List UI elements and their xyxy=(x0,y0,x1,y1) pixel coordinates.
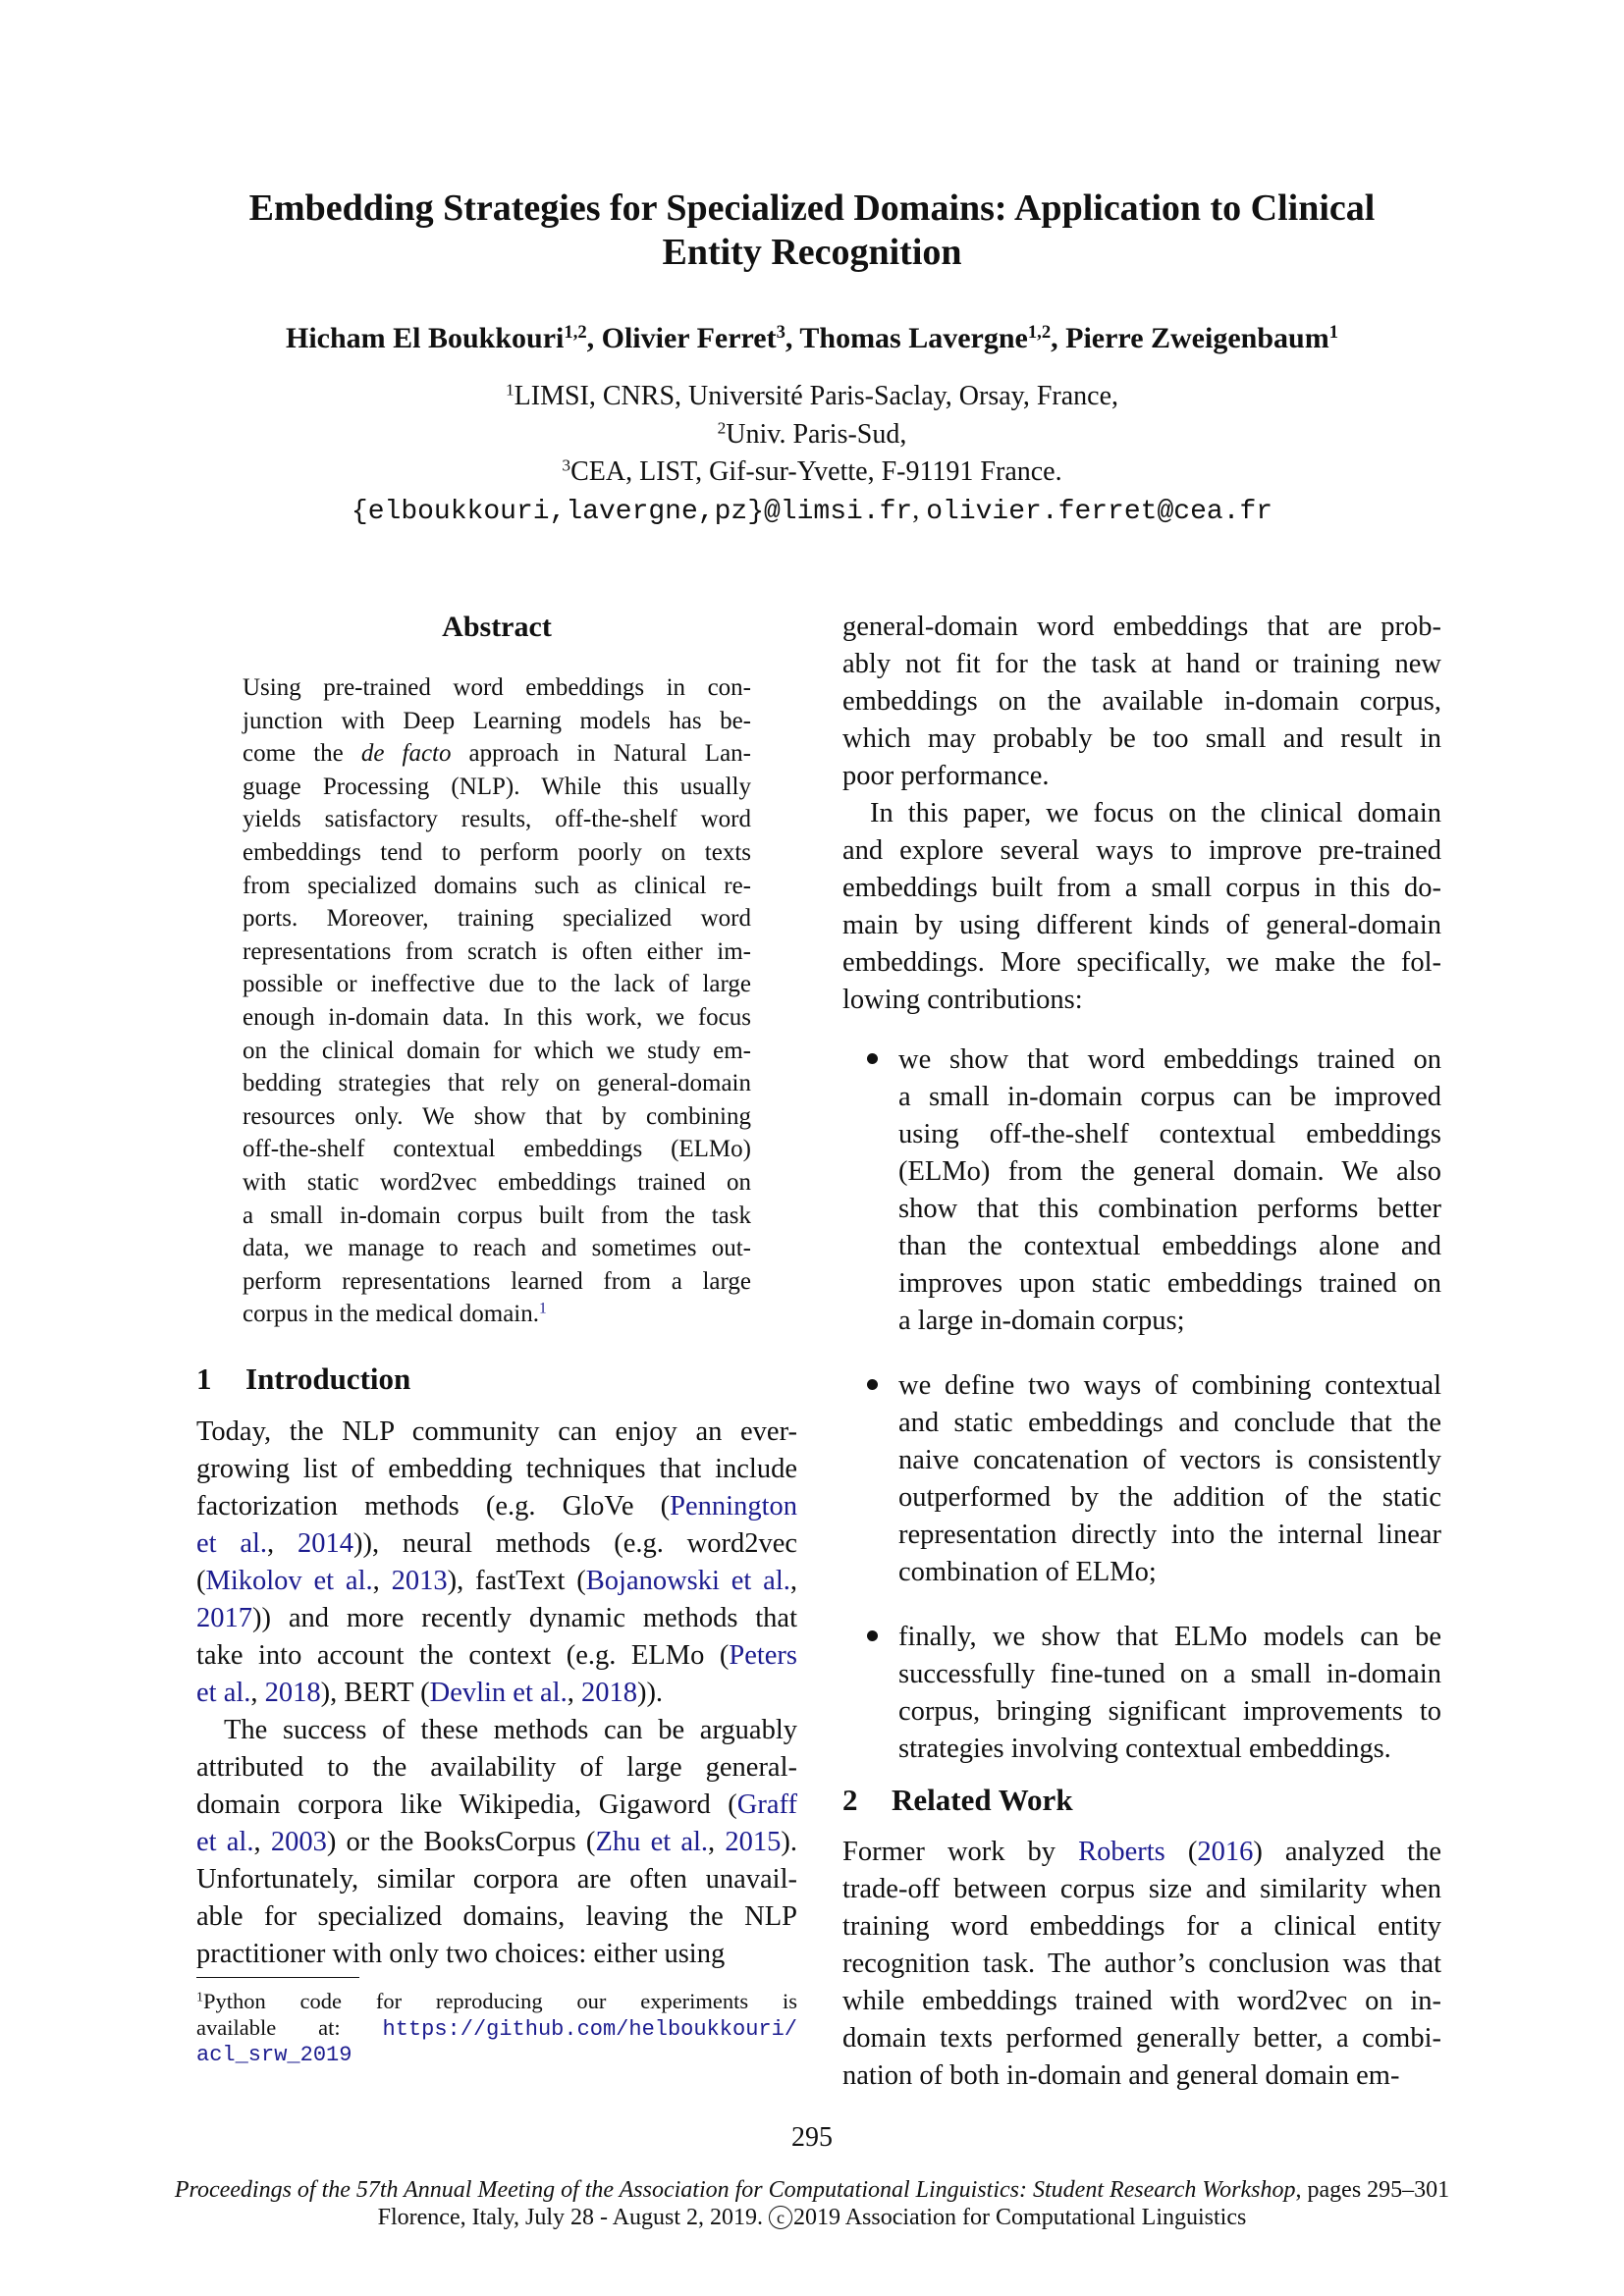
text-segment: while embeddings trained with word2vec on in- xyxy=(842,1986,1441,2016)
text-line xyxy=(196,1525,797,1563)
text-segment: using off-the-shelf contextual embeddings xyxy=(898,1119,1441,1149)
copyright-text: 2019 Association for Computational Linguistics xyxy=(793,2205,1247,2230)
text-segment: corpus in the medical domain. xyxy=(243,1301,540,1328)
introduction-paragraph-1 xyxy=(196,1414,797,1712)
text-segment: bedding strategies that rely on general-domain xyxy=(243,1070,751,1097)
text-segment: , xyxy=(372,1566,392,1596)
text-segment: practitioner with only two choices: either using xyxy=(196,1939,726,1969)
text-line xyxy=(243,968,751,1001)
text-segment: (ELMo) from the general domain. We also xyxy=(898,1156,1441,1187)
abstract-heading: Abstract xyxy=(442,611,552,643)
venue-line: Florence, Italy, July 28 - August 2, 2019. xyxy=(377,2205,770,2230)
text-segment: nation of both in-domain and general domain em- xyxy=(842,2060,1400,2091)
text-line xyxy=(842,944,1441,982)
page-number: 295 xyxy=(791,2122,833,2153)
text-line xyxy=(243,737,751,771)
affiliation: $^2$Univ. Paris-Sud, xyxy=(717,417,907,450)
text-line xyxy=(842,1908,1441,1946)
text-segment: attributed to the availability of large general- xyxy=(196,1752,797,1783)
citation-link[interactable]: Devlin et al. xyxy=(429,1678,568,1708)
affiliation: $^1$LIMSI, CNRS, Université Paris-Saclay, Orsay, France, xyxy=(505,380,1119,411)
text-segment: )), neural methods (e.g. word2vec xyxy=(352,1528,798,1559)
bullet-icon xyxy=(867,1053,878,1064)
text-line xyxy=(243,771,751,804)
text-segment: )). xyxy=(636,1678,664,1708)
section-number: 1 xyxy=(196,1362,212,1396)
text-segment: successfully fine-tuned on a small in-domain xyxy=(898,1659,1441,1689)
citation-link[interactable]: Graff xyxy=(736,1789,797,1820)
citation-link[interactable]: Bojanowski et al. xyxy=(585,1566,790,1596)
text-segment: a small in-domain corpus built from the task xyxy=(243,1201,751,1229)
contribution-item xyxy=(842,1041,1441,1340)
text-segment: ports. Moreover, training specialized word xyxy=(243,905,751,933)
text-segment: come the xyxy=(243,740,361,768)
author: Pierre Zweigenbaum$^1$ xyxy=(1065,321,1338,354)
text-segment: main by using different kinds of general-domain xyxy=(842,910,1441,940)
text-segment: Python code for reproducing our experiments is xyxy=(202,1989,797,2013)
text-line xyxy=(243,1001,751,1035)
text-segment: , xyxy=(253,1827,271,1857)
text-segment: approach in Natural Lan- xyxy=(451,740,751,768)
text-segment: corpus, bringing significant improvements to xyxy=(898,1696,1441,1727)
text-segment: ably not fit for the task at hand or training new xyxy=(842,649,1441,679)
text-segment: yields satisfactory results, off-the-shelf word xyxy=(243,806,751,833)
text-line xyxy=(898,1479,1441,1517)
text-segment: show that this combination performs better xyxy=(898,1194,1441,1224)
contributions-list xyxy=(842,1041,1441,1795)
copyright-icon: c xyxy=(769,2206,792,2229)
text-segment: , xyxy=(250,1678,265,1708)
bullet-icon xyxy=(867,1379,878,1390)
text-segment: ), BERT ( xyxy=(320,1678,430,1708)
author-list xyxy=(0,321,1624,356)
text-segment: representations from scratch is often either im- xyxy=(243,937,751,965)
text-line xyxy=(898,1405,1441,1442)
author-emails: {elboukkouri,lavergne,pz}@limsi.fr, olivier.ferret@cea.fr xyxy=(351,494,1273,527)
citation-link[interactable]: 2018 xyxy=(580,1678,637,1708)
text-line xyxy=(243,1133,751,1166)
text-segment: trade-off between corpus size and similarity when xyxy=(842,1874,1441,1904)
text-line xyxy=(243,803,751,836)
text-segment: lowing contributions: xyxy=(842,985,1083,1015)
section-number: 2 xyxy=(842,1783,858,1817)
section-title: Introduction xyxy=(245,1362,411,1396)
text-segment: poor performance. xyxy=(842,761,1050,791)
text-line xyxy=(243,1035,751,1068)
text-line xyxy=(842,2020,1441,2057)
paper-title-line-1: Embedding Strategies for Specialized Domains: Application to Clinical xyxy=(248,187,1376,229)
text-segment: domain texts performed generally better, a combi- xyxy=(842,2023,1441,2054)
text-line xyxy=(243,1298,751,1331)
text-line xyxy=(842,1946,1441,1983)
citation-link[interactable]: https://github.com/helboukkouri/ xyxy=(382,2016,797,2042)
text-segment: )) and more recently dynamic methods that xyxy=(252,1603,797,1633)
text-segment: naive concatenation of vectors is consistently xyxy=(898,1445,1441,1475)
text-segment: Today, the NLP community can enjoy an ever- xyxy=(196,1416,797,1447)
text-line xyxy=(196,1936,797,1973)
text-segment: and explore several ways to improve pre-trained xyxy=(842,835,1441,866)
contribution-item xyxy=(842,1367,1441,1591)
text-segment: ( xyxy=(196,1566,206,1596)
text-line xyxy=(243,836,751,870)
text-line xyxy=(898,1656,1441,1693)
text-segment: off-the-shelf contextual embeddings (ELMo) xyxy=(243,1136,751,1163)
contribution-text xyxy=(898,1619,1441,1768)
introduction-paragraph-2 xyxy=(196,1712,797,1973)
text-line xyxy=(842,721,1441,758)
text-segment: ). xyxy=(781,1827,798,1857)
citation-link[interactable]: 2015 xyxy=(725,1827,782,1857)
citation-link[interactable]: et al. xyxy=(196,1827,254,1857)
text-line xyxy=(842,795,1441,832)
text-line xyxy=(196,1749,797,1787)
text-segment: general-domain word embeddings that are prob- xyxy=(842,612,1441,642)
text-segment: domain corpora like Wikipedia, Gigaword ( xyxy=(196,1789,737,1820)
text-segment: which may probably be too small and result in xyxy=(842,723,1441,754)
text-line xyxy=(898,1041,1441,1079)
citation-link[interactable]: et al. xyxy=(196,1678,251,1708)
text-segment: we define two ways of combining contextual xyxy=(898,1370,1441,1401)
text-segment: , xyxy=(789,1566,797,1596)
text-line xyxy=(196,1824,797,1861)
text-line xyxy=(842,1871,1441,1908)
text-line xyxy=(196,1787,797,1824)
text-line xyxy=(196,2015,797,2042)
text-segment: we show that word embeddings trained on xyxy=(898,1044,1441,1075)
text-line xyxy=(898,1731,1441,1768)
text-line xyxy=(898,1619,1441,1656)
abstract-body xyxy=(243,671,751,1331)
text-line xyxy=(842,832,1441,870)
citation-link[interactable]: 2014 xyxy=(297,1528,353,1559)
text-line xyxy=(842,907,1441,944)
text-segment: , xyxy=(567,1678,581,1708)
text-segment: de facto xyxy=(360,740,452,768)
text-line xyxy=(196,1563,797,1600)
bullet-icon xyxy=(867,1630,878,1641)
text-line xyxy=(842,683,1441,721)
text-line xyxy=(196,1637,797,1675)
text-line xyxy=(243,902,751,935)
text-line xyxy=(243,1200,751,1233)
text-segment: ) or the BooksCorpus ( xyxy=(326,1827,596,1857)
text-line xyxy=(898,1228,1441,1265)
text-segment: ( xyxy=(1164,1837,1198,1867)
text-segment: The success of these methods can be arguably xyxy=(224,1715,797,1745)
text-segment: embeddings tend to perform poorly on texts xyxy=(243,838,751,866)
text-segment: ), fastText ( xyxy=(447,1566,586,1596)
text-line xyxy=(196,1675,797,1712)
email-cea[interactable]: olivier.ferret@cea.fr xyxy=(926,496,1273,527)
text-line xyxy=(243,935,751,969)
text-line xyxy=(898,1693,1441,1731)
citation-link[interactable]: 2017 xyxy=(196,1603,252,1633)
text-line xyxy=(842,646,1441,683)
text-line xyxy=(842,982,1441,1019)
citation-link[interactable]: 2018 xyxy=(264,1678,321,1708)
text-segment: 1 xyxy=(196,1990,203,2005)
text-segment: embeddings on the available in-domain corpus, xyxy=(842,686,1441,717)
text-segment: and static embeddings and conclude that the xyxy=(898,1408,1441,1438)
citation-link[interactable]: acl_srw_2019 xyxy=(196,2043,352,2067)
affiliations xyxy=(0,378,1624,531)
text-segment: embeddings. More specifically, we make the fol- xyxy=(842,947,1441,978)
footnote-1 xyxy=(196,1989,797,2067)
text-line xyxy=(898,1554,1441,1591)
text-segment: possible or ineffective due to the lack of large xyxy=(243,971,751,998)
text-segment: , xyxy=(708,1827,726,1857)
text-line xyxy=(898,1517,1441,1554)
citation-link[interactable]: Peters xyxy=(729,1640,797,1671)
text-segment: guage Processing (NLP). While this usually xyxy=(243,773,751,800)
paper-title-line-2: Entity Recognition xyxy=(662,232,962,273)
text-segment: Using pre-trained word embeddings in con- xyxy=(243,674,751,701)
text-line xyxy=(898,1265,1441,1303)
text-segment: finally, we show that ELMo models can be xyxy=(898,1622,1441,1652)
text-line xyxy=(243,1166,751,1200)
text-segment: on the clinical domain for which we study em- xyxy=(243,1037,751,1064)
text-segment: recognition task. The author’s conclusion was that xyxy=(842,1949,1441,1979)
text-line xyxy=(842,870,1441,907)
text-line xyxy=(196,1414,797,1451)
text-line xyxy=(898,1303,1441,1340)
citation-link[interactable]: Zhu et al. xyxy=(595,1827,709,1857)
text-line xyxy=(898,1191,1441,1228)
text-line xyxy=(196,1712,797,1749)
text-segment: outperformed by the addition of the static xyxy=(898,1482,1441,1513)
text-line xyxy=(196,2041,797,2067)
text-line xyxy=(243,1232,751,1265)
text-segment: combination of ELMo; xyxy=(898,1557,1157,1587)
text-line xyxy=(842,758,1441,795)
text-line xyxy=(898,1079,1441,1116)
text-line xyxy=(196,1451,797,1488)
text-segment: take into account the context (e.g. ELMo ( xyxy=(196,1640,730,1671)
citation-link[interactable]: Roberts xyxy=(1078,1837,1165,1867)
text-line xyxy=(842,609,1441,646)
contribution-item xyxy=(842,1619,1441,1768)
email-limsi[interactable]: {elboukkouri,lavergne,pz}@limsi.fr xyxy=(351,496,913,527)
text-line xyxy=(196,1989,797,2015)
text-line xyxy=(842,1983,1441,2020)
text-line xyxy=(243,1100,751,1134)
text-segment: enough in-domain data. In this work, we focus xyxy=(243,1003,751,1031)
citation-link[interactable]: Pennington xyxy=(670,1491,797,1522)
text-segment: able for specialized domains, leaving the NLP xyxy=(196,1901,797,1932)
citation-link[interactable]: 2013 xyxy=(391,1566,448,1596)
text-segment: In this paper, we focus on the clinical domain xyxy=(870,798,1441,828)
text-line xyxy=(243,870,751,903)
citation-link[interactable]: et al. xyxy=(196,1528,268,1559)
proceedings-pages: , pages 295–301 xyxy=(1295,2177,1450,2203)
text-line xyxy=(243,1265,751,1299)
text-segment: with static word2vec embeddings trained on xyxy=(243,1168,751,1196)
proceedings-info xyxy=(0,2176,1624,2231)
text-line xyxy=(196,1488,797,1525)
paper-title xyxy=(0,187,1624,275)
text-segment: than the contextual embeddings alone and xyxy=(898,1231,1441,1261)
text-segment: training word embeddings for a clinical entity xyxy=(842,1911,1441,1942)
text-segment: ) analyzed the xyxy=(1253,1837,1441,1867)
text-segment: a large in-domain corpus; xyxy=(898,1306,1185,1336)
text-segment: embeddings built from a small corpus in this do- xyxy=(842,873,1441,903)
text-line xyxy=(898,1367,1441,1405)
text-segment: factorization methods (e.g. GloVe ( xyxy=(196,1491,671,1522)
text-segment: strategies involving contextual embeddings. xyxy=(898,1734,1391,1764)
text-segment: growing list of embedding techniques that include xyxy=(196,1454,797,1484)
text-line xyxy=(243,705,751,738)
text-line xyxy=(842,1834,1441,1871)
text-segment: Unfortunately, similar corpora are often unavail- xyxy=(196,1864,797,1895)
text-segment: representation directly into the internal linear xyxy=(898,1520,1441,1550)
contribution-text xyxy=(898,1367,1441,1591)
section-heading-introduction xyxy=(196,1361,797,1398)
section-title: Related Work xyxy=(892,1783,1073,1817)
citation-link[interactable]: 2003 xyxy=(270,1827,327,1857)
author: Thomas Lavergne$^{1,2}$, xyxy=(799,321,1066,354)
proceedings-title: Proceedings of the 57th Annual Meeting of the Association for Computational Linguistics: Student Research Workshop xyxy=(174,2177,1296,2203)
text-segment: improves upon static embeddings trained on xyxy=(898,1268,1441,1299)
introduction-paragraph-4 xyxy=(842,795,1441,1019)
text-line xyxy=(898,1442,1441,1479)
text-segment: junction with Deep Learning models has be- xyxy=(243,707,751,734)
text-segment: resources only. We show that by combining xyxy=(243,1102,751,1130)
footnote-divider xyxy=(196,1977,359,1978)
citation-link[interactable]: 2016 xyxy=(1197,1837,1254,1867)
text-segment: from specialized domains such as clinical re- xyxy=(243,872,751,899)
text-line xyxy=(243,671,751,705)
text-line xyxy=(898,1153,1441,1191)
text-line xyxy=(196,1898,797,1936)
author: Olivier Ferret$^3$, xyxy=(601,321,800,354)
text-segment: available at: xyxy=(196,2014,383,2040)
author: Hicham El Boukkouri$^{1,2}$, xyxy=(285,321,602,354)
related-work-paragraph-1 xyxy=(842,1834,1441,2095)
text-segment: , xyxy=(267,1528,298,1559)
text-segment: perform representations learned from a large xyxy=(243,1267,751,1295)
introduction-paragraph-3 xyxy=(842,609,1441,795)
contribution-text xyxy=(898,1041,1441,1340)
text-segment: data, we manage to reach and sometimes out- xyxy=(243,1235,751,1262)
text-line xyxy=(196,1861,797,1898)
section-heading-related-work xyxy=(842,1782,1441,1819)
affiliation: $^3$CEA, LIST, Gif-sur-Yvette, F-91191 France. xyxy=(562,455,1062,487)
text-segment: Former work by xyxy=(842,1837,1079,1867)
text-segment: a small in-domain corpus can be improved xyxy=(898,1082,1441,1112)
text-line xyxy=(842,2057,1441,2095)
text-line xyxy=(243,1067,751,1100)
text-line xyxy=(898,1116,1441,1153)
citation-link[interactable]: 1 xyxy=(539,1300,547,1317)
text-line xyxy=(196,1600,797,1637)
citation-link[interactable]: Mikolov et al. xyxy=(205,1566,373,1596)
